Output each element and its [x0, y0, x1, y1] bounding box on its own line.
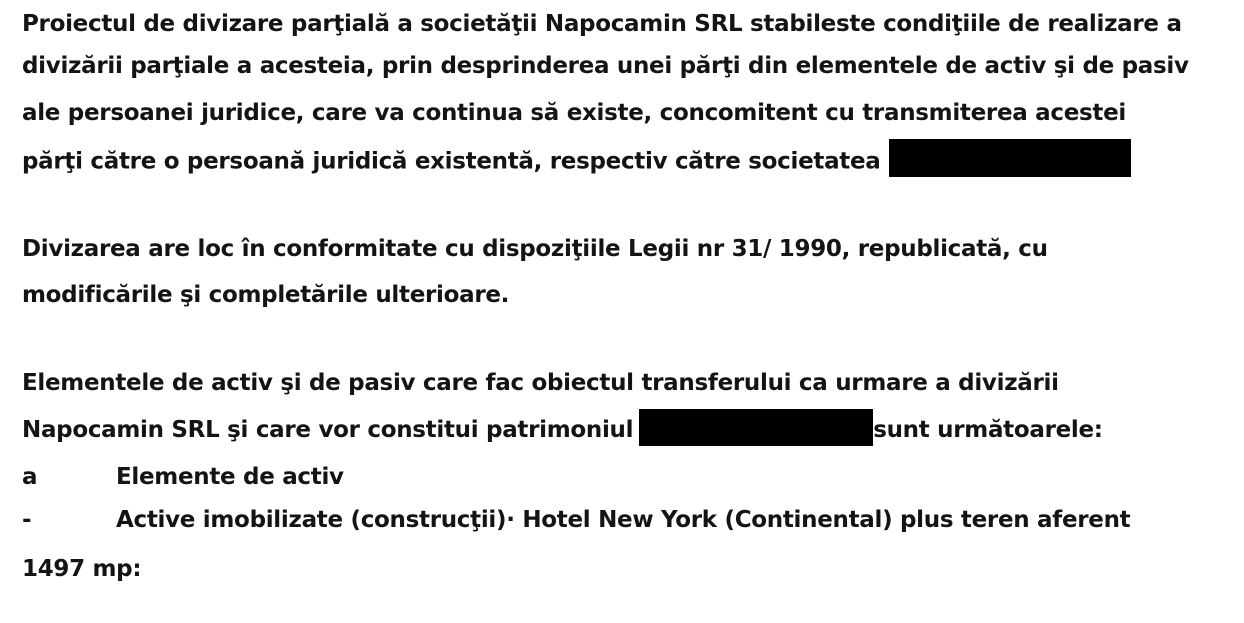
paragraph1-line4-text: părţi către o persoană juridică existentă, respectiv către societatea [22, 148, 881, 175]
redaction-box-company-name [889, 139, 1131, 177]
paragraph1-line3: ale persoanei juridice, care va continua să existe, concomitent cu transmiterea acestei [22, 100, 1126, 126]
paragraph1-line2: divizării parţiale a acesteia, prin desprinderea unei părţi din elementele de activ şi de pasiv [22, 53, 1189, 79]
list-item-fixed-assets [22, 505, 1130, 535]
paragraph3-line1: Elementele de activ şi de pasiv care fac obiectul transferului ca urmare a divizării [22, 370, 1059, 396]
paragraph3-line2-after: sunt următoarele: [873, 417, 1103, 443]
list-marker-a: a [22, 464, 38, 490]
list-item-fixed-assets-text: Active imobilizate (construcţii)· Hotel New York (Continental) plus teren aferent [116, 507, 1131, 533]
paragraph2-line2: modificările şi completările ulterioare. [22, 282, 510, 308]
list-marker-dash: - [22, 507, 32, 533]
list-item-assets-text: Elemente de activ [116, 464, 344, 490]
paragraph1-line4 [22, 143, 1131, 181]
redaction-box-patrimony [639, 409, 873, 446]
paragraph1-line1: Proiectul de divizare parţială a societăţii Napocamin SRL stabileste condiţiile de realizare a [22, 11, 1182, 37]
list-item-fixed-assets-cont: 1497 mp: [22, 556, 142, 582]
paragraph3-line2 [22, 412, 1103, 449]
paragraph2-line1: Divizarea are loc în conformitate cu dispoziţiile Legii nr 31/ 1990, republicată, cu [22, 236, 1048, 262]
paragraph3-line2-before: Napocamin SRL şi care vor constitui patrimoniul [22, 417, 634, 443]
list-item-assets [22, 462, 344, 492]
